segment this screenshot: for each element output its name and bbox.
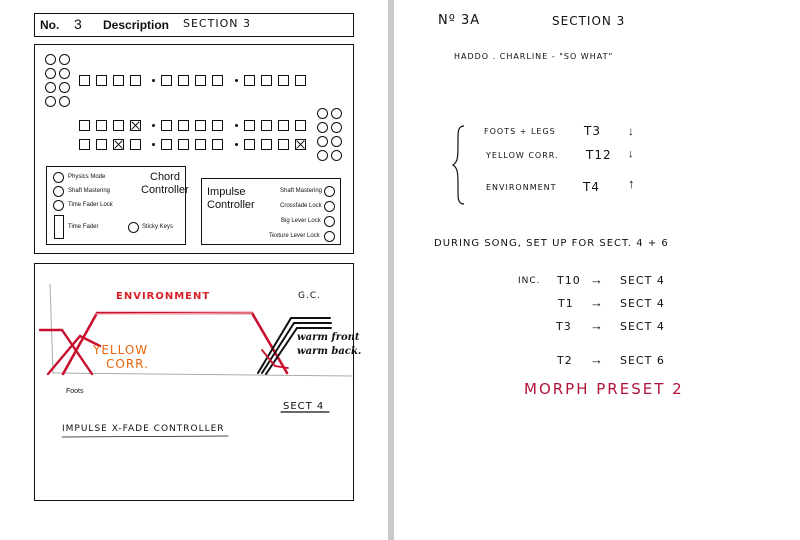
setup-track-0: T10 xyxy=(557,274,581,287)
sticky-keys-label: Sticky Keys xyxy=(142,224,174,230)
no-label: No. xyxy=(40,18,60,32)
left-page xyxy=(0,0,388,540)
routing-track-2: T4 xyxy=(583,180,600,194)
impulse-title-1: Impulse xyxy=(207,186,246,198)
setup-arrow-1: → xyxy=(590,295,603,310)
crossfade-curves xyxy=(0,0,388,540)
routing-arrow-2: ↑ xyxy=(628,176,635,191)
foots-axis-line xyxy=(53,373,352,376)
setup-track-1: T1 xyxy=(558,297,574,310)
chord-title-2: Controller xyxy=(141,184,189,196)
setup-arrow-0: → xyxy=(590,272,603,287)
setup-sect-0: SECT 4 xyxy=(620,274,665,287)
header-section: SECTION 3 xyxy=(183,17,251,30)
setup-sect-3: SECT 6 xyxy=(620,354,665,367)
yellow-corr-label-1: YELLOW xyxy=(93,343,149,357)
setup-inc-label: INC. xyxy=(518,276,541,286)
gc-label: G.C. xyxy=(298,291,321,301)
routing-brace-icon xyxy=(452,124,466,206)
during-song-note: DURING SONG, SET UP FOR SECT. 4 + 6 xyxy=(434,238,669,249)
routing-label-2: ENVIRONMENT xyxy=(486,183,557,192)
description-label: Description xyxy=(103,18,170,32)
routing-arrow-1: ↓ xyxy=(628,148,634,160)
foots-label: Foots xyxy=(66,388,84,395)
no-value: 3 xyxy=(74,16,82,32)
impulse-item-shaft-mastering: Shaft Mastering xyxy=(280,188,323,194)
impulse-item-texture-lever-lock: Texture Lever Lock xyxy=(269,233,320,239)
setup-sect-2: SECT 4 xyxy=(620,320,665,333)
song-title: HADDO . CHARLINE - "SO WHAT" xyxy=(454,52,614,61)
setup-track-3: T2 xyxy=(557,354,573,367)
page-number: Nº 3A xyxy=(438,13,481,28)
sect-4-label: SECT 4 xyxy=(283,401,325,412)
chord-item-shaft-mastering: Shaft Mastering xyxy=(68,188,111,194)
setup-arrow-3: → xyxy=(590,352,603,367)
routing-label-1: YELLOW CORR. xyxy=(486,151,559,160)
morph-preset-note: MORPH PRESET 2 xyxy=(524,380,684,398)
chord-item-physics-mode: Physics Mode xyxy=(68,174,106,180)
impulse-title-2: Controller xyxy=(207,199,255,211)
routing-arrow-0: ↓ xyxy=(628,124,634,138)
setup-track-2: T3 xyxy=(556,320,572,333)
environment-label: ENVIRONMENT xyxy=(116,291,211,302)
yellow-corr-label-2: CORR. xyxy=(106,357,149,371)
setup-arrow-2: → xyxy=(590,318,603,333)
setup-sect-1: SECT 4 xyxy=(620,297,665,310)
right-page xyxy=(394,0,800,540)
section-title: SECTION 3 xyxy=(552,14,626,28)
routing-track-0: T3 xyxy=(584,124,601,138)
impulse-xfade-caption: IMPULSE X-FADE CONTROLLER xyxy=(62,424,225,434)
foots-axis-line xyxy=(50,284,53,373)
impulse-item-big-lever-lock: Big Lever Lock xyxy=(281,218,321,224)
routing-label-0: FOOTS + LEGS xyxy=(484,127,556,136)
routing-track-1: T12 xyxy=(586,148,612,162)
time-fader-label: Time Fader xyxy=(68,224,99,230)
impulse-item-crossfade-lock: Crossfade Lock xyxy=(280,203,322,209)
warm-front-label: warm front xyxy=(297,332,360,343)
chord-item-time-fader-lock: Time Fader Lock xyxy=(68,202,113,208)
warm-back-label: warm back. xyxy=(297,346,362,357)
chord-title-1: Chord xyxy=(150,171,180,183)
caption-underline xyxy=(62,436,228,437)
